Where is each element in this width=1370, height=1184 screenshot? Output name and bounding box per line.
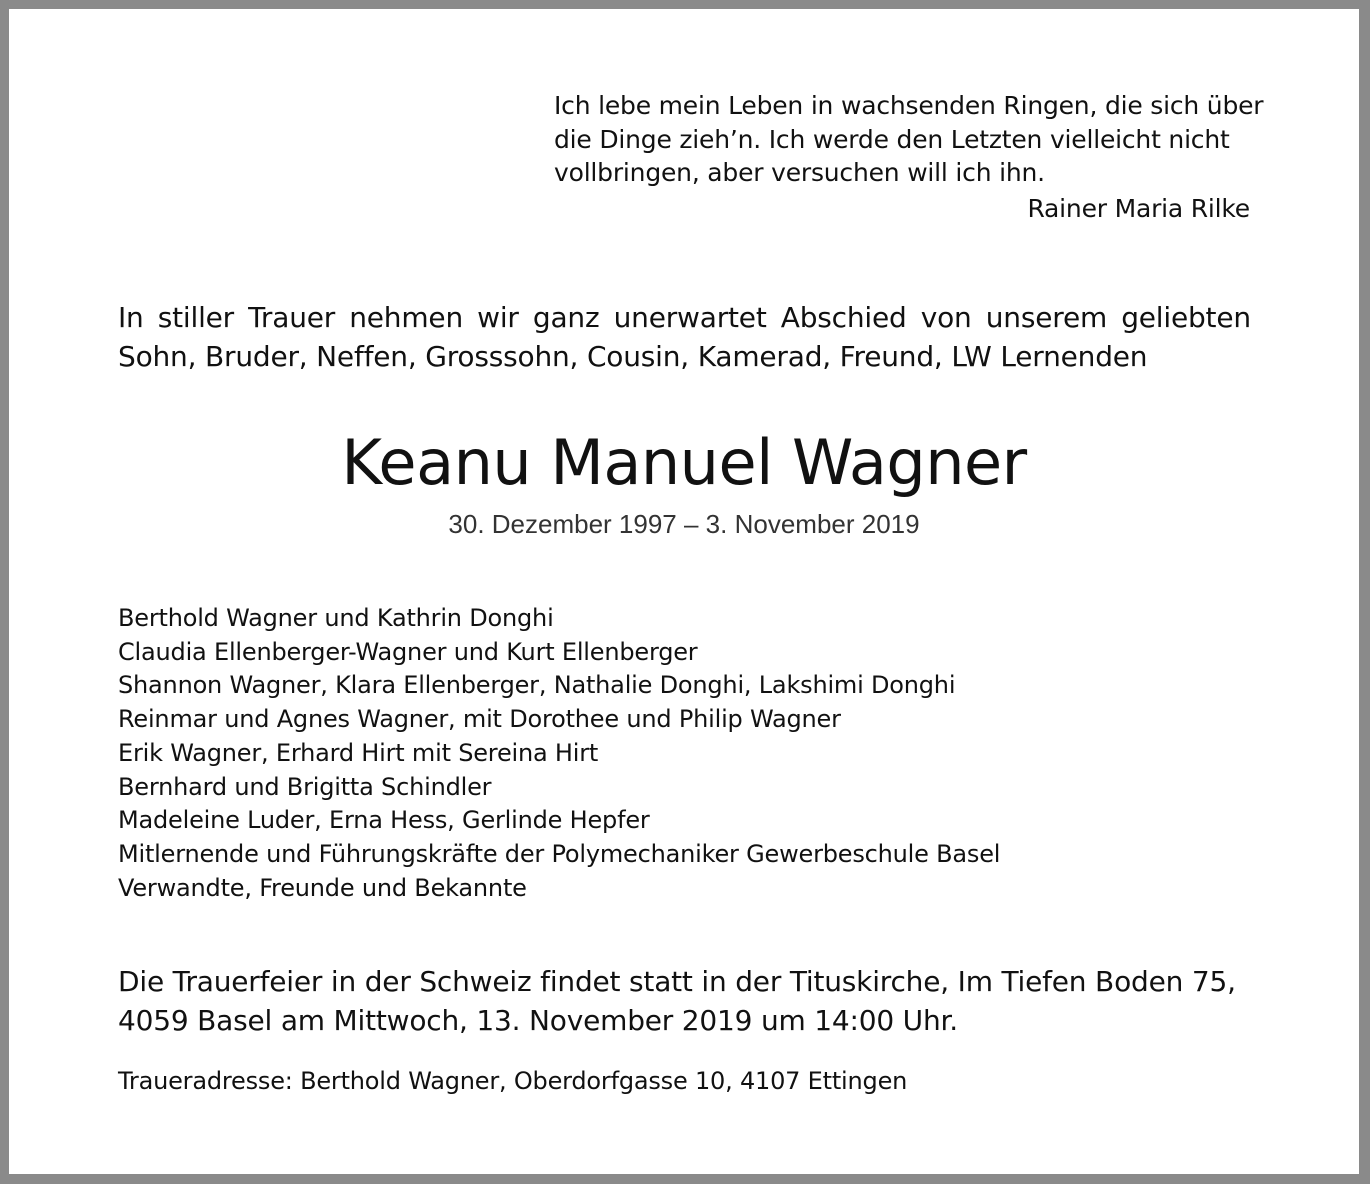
intro-word: unserem <box>985 301 1108 334</box>
ceremony-info <box>118 962 1258 1040</box>
intro-word: wir <box>477 301 519 334</box>
mourner-line: Madeleine Luder, Erna Hess, Gerlinde Hepfer <box>118 806 650 835</box>
intro-word: nehmen <box>349 301 464 334</box>
mourners-list <box>118 602 1000 905</box>
mourner-line: Bernhard und Brigitta Schindler <box>118 772 492 801</box>
mourner-line: Berthold Wagner und Kathrin Donghi <box>118 604 554 632</box>
intro-paragraph <box>118 298 1251 376</box>
deceased-name: Keanu Manuel Wagner <box>341 426 1027 499</box>
mourner-line: Verwandte, Freunde und Bekannte <box>118 873 527 902</box>
mourner-line: Claudia Ellenberger-Wagner und Kurt Ellenberger <box>118 637 698 666</box>
mourner-line: Shannon Wagner, Klara Ellenberger, Nathalie Donghi, Lakshimi Donghi <box>118 671 956 700</box>
intro-word: von <box>920 301 972 334</box>
mourner-line: Erik Wagner, Erhard Hirt mit Sereina Hirt <box>118 738 599 767</box>
intro-word: Abschied <box>780 301 907 334</box>
intro-line: Sohn, Bruder, Neffen, Grosssohn, Cousin, Kamerad, Freund, LW Lernenden <box>118 340 1148 373</box>
obituary-page <box>9 9 1359 1174</box>
ceremony-line: Die Trauerfeier in der Schweiz findet statt in der Tituskirche, Im Tiefen Boden 75, <box>118 965 1236 998</box>
intro-word: In <box>118 301 144 334</box>
intro-word: ganz <box>532 301 600 334</box>
mourner-line: Mitlernende und Führungskräfte der Polymechaniker Gewerbeschule Basel <box>118 839 1001 868</box>
intro-word: Trauer <box>248 301 336 334</box>
quote-line: die Dinge zieh’n. Ich werde den Letzten vielleicht nicht <box>554 124 1230 154</box>
quote-line: vollbringen, aber versuchen will ich ihn. <box>554 158 1045 187</box>
quote-line: Ich lebe mein Leben in wachsenden Ringen, die sich über <box>554 91 1264 120</box>
intro-line-justified <box>118 298 1251 337</box>
rilke-quote <box>554 89 1264 190</box>
mourning-address: Traueradresse: Berthold Wagner, Oberdorfgasse 10, 4107 Ettingen <box>118 1067 908 1095</box>
quote-author: Rainer Maria Rilke <box>1027 194 1250 223</box>
ceremony-line: 4059 Basel am Mittwoch, 13. November 2019 um 14:00 Uhr. <box>118 1004 958 1037</box>
intro-word: geliebten <box>1121 301 1251 334</box>
mourner-line: Reinmar und Agnes Wagner, mit Dorothee und Philip Wagner <box>118 705 841 734</box>
life-dates: 30. Dezember 1997 – 3. November 2019 <box>448 509 920 539</box>
intro-word: unerwartet <box>613 301 767 334</box>
intro-word: stiller <box>157 301 234 334</box>
